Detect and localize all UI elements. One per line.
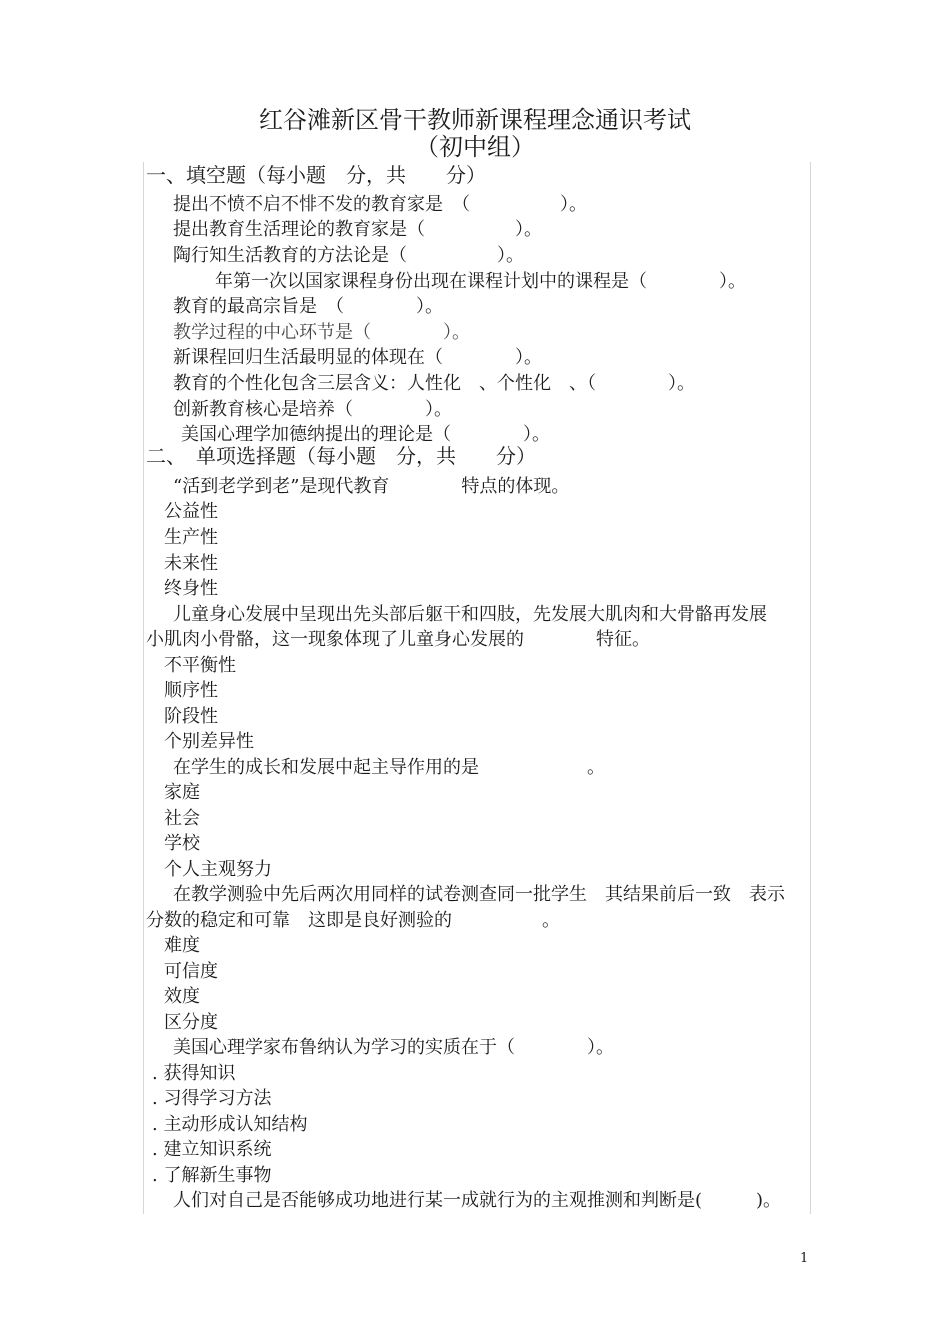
answer-option: . 主动形成认知结构: [152, 1114, 308, 1135]
answer-option: 区分度: [164, 1012, 218, 1033]
question-stem: 分数的稳定和可靠 这即是良好测验的 。: [146, 910, 560, 931]
question-stem: “活到老学到老”是现代教育 特点的体现。: [173, 476, 570, 497]
answer-option: 社会: [164, 808, 200, 829]
question-stem: 儿童身心发展中呈现出先头部后躯干和四肢，先发展大肌肉和大骨骼再发展: [173, 604, 767, 625]
fill-blank-item: 教育的个性化包含三层含义：人性化 、个性化 、（ ）。: [173, 373, 695, 394]
answer-option: . 了解新生事物: [152, 1165, 272, 1186]
question-stem: 在学生的成长和发展中起主导作用的是 。: [173, 757, 605, 778]
answer-option: 学校: [164, 833, 200, 854]
page-title: 红谷滩新区骨干教师新课程理念通识考试: [259, 106, 691, 134]
answer-option: 阶段性: [164, 706, 218, 727]
fill-blank-item: 提出教育生活理论的教育家是（ ）。: [173, 219, 542, 240]
question-stem: 小肌肉小骨骼，这一现象体现了儿童身心发展的 特征。: [146, 629, 650, 650]
page-number: 1: [800, 1251, 809, 1266]
answer-option: . 获得知识: [152, 1063, 236, 1084]
question-stem: 美国心理学家布鲁纳认为学习的实质在于（ ）。: [173, 1037, 614, 1058]
answer-option: 未来性: [164, 553, 218, 574]
answer-option: 难度: [164, 935, 200, 956]
page-subtitle: （初中组）: [415, 133, 535, 161]
answer-option: 家庭: [164, 782, 200, 803]
answer-option: 可信度: [164, 961, 218, 982]
question-stem: 在教学测验中先后两次用同样的试卷测查同一批学生 其结果前后一致 表示: [173, 884, 785, 905]
answer-option: 效度: [164, 986, 200, 1007]
fill-blank-item: 陶行知生活教育的方法论是（ ）。: [173, 245, 524, 266]
question-stem: 人们对自己是否能够成功地进行某一成就行为的主观推测和判断是( )。: [173, 1190, 782, 1211]
fill-blank-item: 美国心理学加德纳提出的理论是（ ）。: [181, 424, 550, 445]
fill-blank-item: 教育的最高宗旨是 （ ）。: [173, 296, 443, 317]
answer-option: 个别差异性: [164, 731, 254, 752]
fill-blank-item: 新课程回归生活最明显的体现在（ ）。: [173, 347, 542, 368]
answer-option: . 习得学习方法: [152, 1088, 272, 1109]
answer-option: 顺序性: [164, 680, 218, 701]
fill-blank-item: 提出不愤不启不悱不发的教育家是 （ ）。: [173, 194, 587, 215]
fill-blank-item: 年第一次以国家课程身份出现在课程计划中的课程是（ ）。: [215, 271, 746, 292]
answer-option: 生产性: [164, 527, 218, 548]
fill-blank-item: 教学过程的中心环节是（ ）。: [173, 322, 470, 343]
section-heading-multiple-choice: 二、 单项选择题（每小题 分，共 分）: [146, 444, 536, 468]
answer-option: 不平衡性: [164, 655, 236, 676]
answer-option: 公益性: [164, 501, 218, 522]
section-heading-fill-blank: 一、填空题（每小题 分，共 分）: [146, 163, 486, 187]
answer-option: . 建立知识系统: [152, 1139, 272, 1160]
answer-option: 终身性: [164, 578, 218, 599]
answer-option: 个人主观努力: [164, 859, 272, 880]
fill-blank-item: 创新教育核心是培养（ ）。: [173, 399, 452, 420]
